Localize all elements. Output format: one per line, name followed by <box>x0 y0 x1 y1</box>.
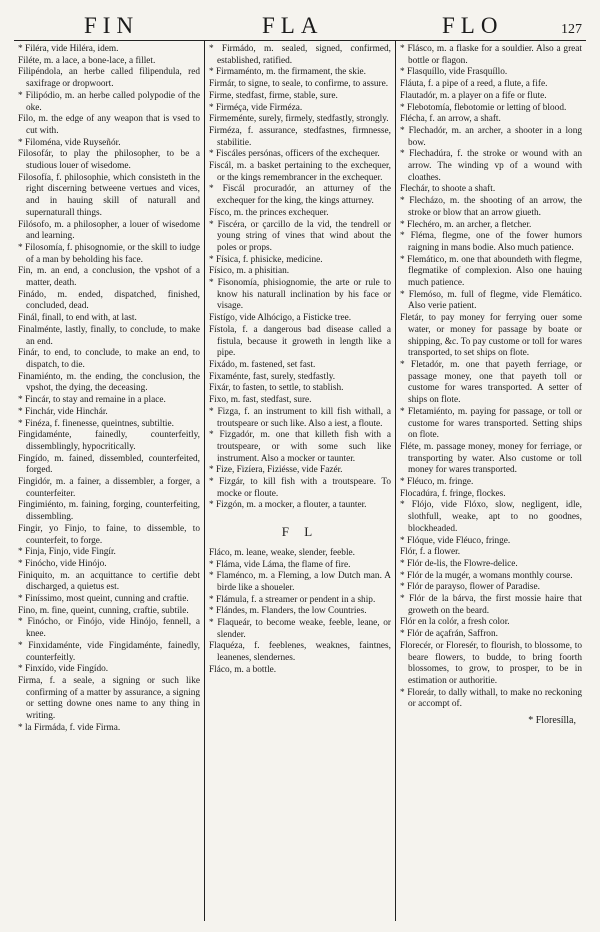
dictionary-entry: * Finxído, vide Fingído. <box>18 664 109 675</box>
dictionary-entry: * Flaménco, m. a Fleming, a low Dutch man. A birde like a shoueler. <box>209 571 391 593</box>
dictionary-entry: Fláсо, m. a bottle. <box>209 664 277 675</box>
dictionary-entry: Fixádo, m. fastened, set fast. <box>209 359 316 370</box>
section-heading: F L <box>281 524 319 540</box>
dictionary-entry: * Flójo, vide Flóxo, slow, negligent, idle, slothfull, weake, apt to no goodnes, blockheaded. <box>400 500 582 534</box>
dictionary-entry: Firmeménte, surely, firmely, stedfastly, strongly. <box>209 114 389 125</box>
dictionary-entry: * Flándes, m. Flanders, the low Countries. <box>209 606 367 617</box>
dictionary-entry: Florecér, or Floresér, to flourish, to blossome, to beare flowers, to budde, to bring foorth blossomes, to grow, to prosper, to be in estimation or authoritie. <box>400 640 582 686</box>
dictionary-entry: Finár, to end, to conclude, to make an end, to dispatch, to die. <box>18 348 200 370</box>
dictionary-entry: Fingir, yo Finjo, to faine, to dissemble, to counterfeit, to forge. <box>18 523 200 546</box>
dictionary-entry: Fixár, to fasten, to settle, to stablish. <box>209 383 344 394</box>
dictionary-entry: * Flecházo, m. the shooting of an arrow, the stroke or blow that an arrow giueth. <box>400 196 582 218</box>
dictionary-entry: * Finja, Finjo, vide Fingír. <box>18 547 116 558</box>
dictionary-entry: Fiscál, m. a basket pertaining to the exchequer, or the kings remembrancer in the exchequer. <box>209 161 391 183</box>
dictionary-entry: Fingimiénto, m. faining, forging, counterfeiting, dissembling. <box>18 500 200 523</box>
dictionary-entry: * Flór de la mugér, a womans monthly course. <box>400 570 573 581</box>
dictionary-entry: * Flemático, m. one that aboundeth with flegme, flegmatike of complexion. Also one hauing much patience. <box>400 254 582 289</box>
dictionary-entry: * Flemóso, m. full of flegme, vide Flemático. Also verie patient. <box>400 289 582 312</box>
dictionary-entry: Finál, finall, to end with, at last. <box>18 313 137 324</box>
dictionary-entry: * Finócho, or Finójo, vide Hinójo, fennell, a knee. <box>18 617 200 640</box>
dictionary-entry: Flór, f. a flower. <box>400 547 461 558</box>
dictionary-entry: * Firmádo, m. sealed, signed, confirmed, established, ratified. <box>209 44 391 66</box>
dictionary-entry: * Flóque, vide Fléuco, fringe. <box>400 535 511 546</box>
dictionary-entry: * Fizgón, m. a mocker, a flouter, a taunter. <box>209 500 367 511</box>
dictionary-entry: Fin, m. an end, a conclusion, the vpshot of a matter, death. <box>18 266 200 289</box>
dictionary-entry: Físco, m. the princes exchequer. <box>209 207 329 218</box>
dictionary-entry: * Filoména, vide Ruyseñór. <box>18 137 121 148</box>
dictionary-entry: * Flór de-lis, the Flowre-delice. <box>400 558 518 569</box>
dictionary-entry: Fláuta, f. a pipe of a reed, a flute, a fife. <box>400 79 548 90</box>
dictionary-entry: * Flór de la bárva, the first mossie haire that groweth on the beard. <box>400 594 582 616</box>
dictionary-entry: Flechár, to shoote a shaft. <box>400 184 496 195</box>
dictionary-entry: * Fizgadór, m. one that killeth fish with a troutspeare, or with some such like instrument. Also a mocker or taunter. <box>209 430 391 464</box>
page-number: 127 <box>561 22 582 37</box>
header-center-guideword: FLA <box>262 13 324 38</box>
dictionary-entry: Flécha, f. an arrow, a shaft. <box>400 114 501 125</box>
dictionary-entry: Fistígo, vide Alhócigo, a Fisticke tree. <box>209 313 352 324</box>
dictionary-entry: * Finíssimo, most queint, cunning and craftie. <box>18 594 189 605</box>
dictionary-entry: * Flechadór, m. an archer, a shooter in a long bow. <box>400 125 582 148</box>
dictionary-entry: Fingidaménte, fainedly, counterfeitly, dissemblingly, hypocritically. <box>18 430 200 452</box>
dictionary-entry: * Firméça, vide Firméza. <box>209 102 303 113</box>
dictionary-entry: * Fletamiénto, m. paying for passage, or toll or custome for wares transported. Setting ships on flote. <box>400 406 582 441</box>
dictionary-entry: Filipéndola, an herbe called filipendula, red saxifrage or dropwoort. <box>18 67 200 90</box>
dictionary-entry: * Fize, Fizíera, Fiziésse, vide Fazér. <box>209 465 343 476</box>
dictionary-entry: Fino, m. fine, queint, cunning, craftie, subtile. <box>18 605 189 616</box>
dictionary-entry: Fixo, m. fast, stedfast, sure. <box>209 395 312 406</box>
dictionary-entry: * Fletadór, m. one that payeth ferriage, or passage money, one that payeth toll or custome for wares transported. A setter of ships on flote. <box>400 359 582 406</box>
dictionary-entry: * Física, f. phisicke, medicine. <box>209 254 323 265</box>
dictionary-entry: Finádo, m. ended, dispatched, finished, concluded, dead. <box>18 289 200 312</box>
dictionary-entry: Fletár, to pay money for ferrying ouer some water, or money for passage by boate or shipping, &c. To pay custome or toll for wares transported, to set ships on flote. <box>400 313 582 359</box>
dictionary-entry: Firme, stedfast, firme, stable, sure. <box>209 90 338 101</box>
column-2 <box>204 41 395 921</box>
dictionary-entry: * Finchár, vide Hinchár. <box>18 406 108 417</box>
dictionary-entry: Firméza, f. assurance, stedfastnes, firmnesse, stabilitie. <box>209 125 391 148</box>
dictionary-entry: Fixaménte, fast, surely, stedfastly. <box>209 371 336 382</box>
dictionary-entry: * Flásco, m. a flaske for a souldier. Also a great bottle or flagon. <box>400 44 582 66</box>
dictionary-entry: Finamiénto, m. the ending, the conclusion, the vpshot, the dying, the deceasing. <box>18 371 200 394</box>
dictionary-entry: Filosofár, to play the philosopher, to be a studious louer of wisedome. <box>18 149 200 172</box>
dictionary-entry: * la Firmáda, f. vide Firma. <box>18 722 121 733</box>
dictionary-entry: * Flasquíllo, vide Frasquíllo. <box>400 67 508 78</box>
dictionary-entry: * Flámula, f. a streamer or pendent in a ship. <box>209 594 376 605</box>
dictionary-entry: Finiquito, m. an acquittance to certifie debt discharged, a quietus est. <box>18 570 200 593</box>
catchword: * Floresílla, <box>528 715 576 727</box>
dictionary-entry: Flautadór, m. a player on a fife or flute. <box>400 90 547 101</box>
dictionary-entry: * Fisonomía, phisiognomie, the arte or rule to know his naturall inclination by his face or visage. <box>209 278 391 312</box>
dictionary-entry: * Firmaménto, m. the firmament, the skie. <box>209 67 366 78</box>
column-3 <box>395 41 586 921</box>
dictionary-entry: * Flór de parayso, flower of Paradise. <box>400 582 540 593</box>
dictionary-entry: Firmár, to signe, to seale, to confirme, to assure. <box>209 79 389 90</box>
dictionary-entry: * Flechadúra, f. the stroke or wound with an arrow. The winding vp of a wound with cloathes. <box>400 149 582 183</box>
dictionary-entry: * Flechéro, m. an archer, a fletcher. <box>400 219 532 230</box>
dictionary-entry: Flocadúra, f. fringe, flockes. <box>400 488 506 499</box>
dictionary-entry: * Fincár, to stay and remaine in a place. <box>18 395 166 406</box>
dictionary-entry: Fingído, m. fained, dissembled, counterfeited, forged. <box>18 453 200 476</box>
dictionary-entry: Fláco, m. leane, weake, slender, feeble. <box>209 547 355 558</box>
dictionary-entry: * Finéza, f. finenesse, queintnes, subtiltie. <box>18 418 174 429</box>
columns <box>14 41 586 921</box>
dictionary-entry: Fingidór, m. a fainer, a dissembler, a forger, a counterfeiter. <box>18 477 200 499</box>
dictionary-entry: * Fiscáles persónas, officers of the exchequer. <box>209 149 380 160</box>
dictionary-entry: Fístola, f. a dangerous bad disease called a fistula, because it groweth in length like a pipe. <box>209 324 391 359</box>
dictionary-entry: Flaquéza, f. feeblenes, weaknes, faintnes, leanenes, slendernes. <box>209 641 391 664</box>
dictionary-entry: Filosofía, f. philosophie, which consisteth in the right discerning betweene vertues and vices, and in hauing skill of naturall and supernaturall things. <box>18 172 200 218</box>
dictionary-entry: * Flór de açafrán, Saffron. <box>400 629 498 640</box>
dictionary-entry: * Floreár, to dally withall, to make no reckoning or accompt of. <box>400 687 582 710</box>
running-header <box>14 14 586 41</box>
dictionary-entry: Flór en la colór, a fresh color. <box>400 617 510 628</box>
dictionary-entry: * Fizgár, to kill fish with a troutspeare. To mocke or floute. <box>209 477 391 499</box>
dictionary-entry: * Filéra, vide Hiléra, idem. <box>18 44 119 54</box>
dictionary-entry: Filéte, m. a lace, a bone-lace, a fillet. <box>18 55 156 66</box>
dictionary-entry: * Fléuco, m. fringe. <box>400 477 474 488</box>
dictionary-entry: * Flaqueár, to become weake, feeble, leane, or slender. <box>209 618 391 640</box>
dictionary-entry: * Finócho, vide Hinójo. <box>18 558 107 569</box>
dictionary-entry: * Fiscál procuradór, an atturney of the exchequer for the king, the kings atturney. <box>209 184 391 207</box>
dictionary-entry: * Filosomía, f. phisognomie, or the skill to iudge of a man by beholding his face. <box>18 242 200 265</box>
dictionary-entry: Finalménte, lastly, finally, to conclude, to make an end. <box>18 324 200 347</box>
dictionary-entry: * Finxidaménte, vide Fingidaménte, fainedly, counterfeitly. <box>18 640 200 663</box>
header-right-guideword: FLO <box>442 13 504 38</box>
header-left-guideword: FIN <box>84 13 140 38</box>
dictionary-entry: * Fiscéra, or çarcillo de la vid, the tendrell or young string of vines that wind about the poles or props. <box>209 219 391 253</box>
dictionary-entry: Fléte, m. passage money, money for ferriage, or transporting by water. Also custome or toll money for wares transported. <box>400 441 582 476</box>
dictionary-entry: * Fléma, flegme, one of the fower humors raigning in mans bodie. Also much patience. <box>400 231 582 253</box>
dictionary-entry: Filo, m. the edge of any weapon that is vsed to cut with. <box>18 114 200 136</box>
column-1 <box>14 41 204 921</box>
dictionary-entry: * Fizga, f. an instrument to kill fish withall, a troutspeare or such like. Also a iest, a floute. <box>209 406 391 429</box>
dictionary-entry: Físico, m. a phisitian. <box>209 266 290 277</box>
dictionary-entry: * Flebotomía, flebotomie or letting of blood. <box>400 102 567 113</box>
dictionary-entry: Firma, f. a seale, a signing or such like confirming of a matter by assurance, a signing or setting downe ones name to any thing in writing. <box>18 675 200 722</box>
dictionary-entry: Filósofo, m. a philosopher, a louer of wisedome and learning. <box>18 219 200 242</box>
dictionary-entry: * Filipódio, m. an herbe called polypodie of the oke. <box>18 90 200 113</box>
dictionary-entry: * Fláma, vide Láma, the flame of fire. <box>209 559 351 570</box>
